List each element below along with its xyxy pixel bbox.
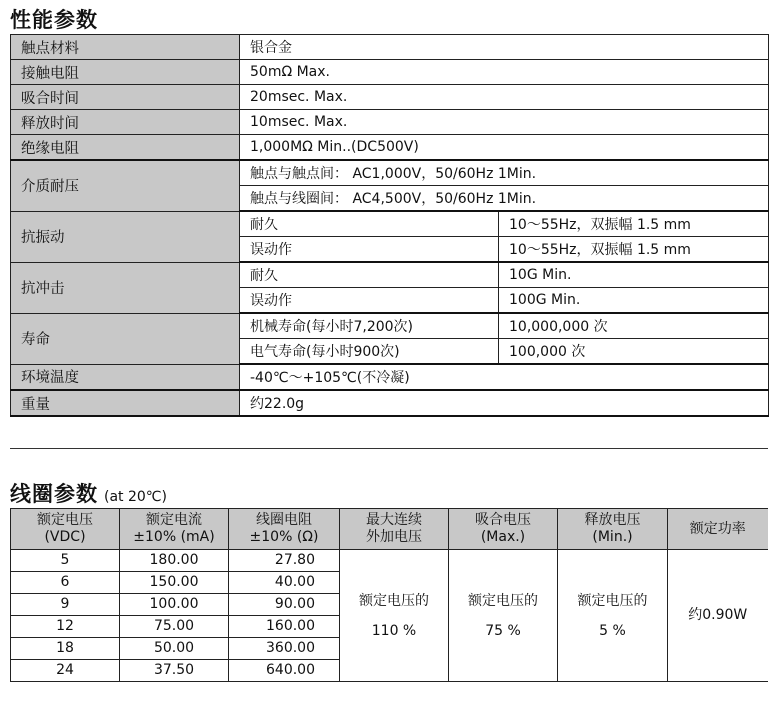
cell-resistance: 27.80: [229, 550, 340, 572]
header-coil-resistance: 线圈电阻 ±10% (Ω): [229, 509, 340, 550]
row-value-contact-material: 银合金: [240, 35, 769, 60]
cell-resistance: 640.00: [229, 660, 340, 682]
row-value-dielectric-contacts: 触点与触点间： AC1,000V，50/60Hz 1Min.: [240, 160, 769, 186]
table-row: [11, 364, 769, 390]
cell-resistance: 160.00: [229, 616, 340, 638]
cell-voltage: 24: [11, 660, 120, 682]
table-header-row: [11, 509, 768, 550]
cell-current: 150.00: [120, 572, 229, 594]
cell-current: 50.00: [120, 638, 229, 660]
vibration-malfunction-label: 误动作: [240, 237, 499, 263]
row-label-vibration: 抗振动: [11, 211, 240, 262]
row-label-operate-time: 吸合时间: [11, 85, 240, 110]
row-value-release-time: 10msec. Max.: [240, 110, 769, 135]
row-value-dielectric-contact-coil: 触点与线圈间： AC4,500V，50/60Hz 1Min.: [240, 186, 769, 212]
performance-title: 性能参数: [10, 8, 98, 32]
table-row: [11, 60, 769, 85]
coil-table: [10, 508, 768, 682]
table-row: [11, 211, 769, 237]
header-rated-power: 额定功率: [668, 509, 768, 550]
row-value-weight: 约22.0g: [240, 390, 769, 416]
shock-endurance-value: 10G Min.: [499, 262, 769, 288]
row-label-dielectric: 介质耐压: [11, 160, 240, 211]
header-max-continuous: 最大连续 外加电压: [340, 509, 449, 550]
cell-voltage: 6: [11, 572, 120, 594]
header-rated-current: 额定电流 ±10% (mA): [120, 509, 229, 550]
cell-max-continuous: 额定电压的 110 %: [340, 550, 449, 682]
cell-resistance: 40.00: [229, 572, 340, 594]
row-value-insulation: 1,000MΩ Min..(DC500V): [240, 135, 769, 161]
table-row: [11, 35, 769, 60]
cell-current: 100.00: [120, 594, 229, 616]
cell-voltage: 18: [11, 638, 120, 660]
row-value-operate-time: 20msec. Max.: [240, 85, 769, 110]
row-label-ambient-temp: 环境温度: [11, 364, 240, 390]
table-row: [11, 262, 769, 288]
cell-current: 75.00: [120, 616, 229, 638]
table-row: [11, 550, 768, 572]
cell-voltage: 12: [11, 616, 120, 638]
cell-resistance: 360.00: [229, 638, 340, 660]
coil-title: [10, 478, 167, 508]
table-row: [11, 85, 769, 110]
table-row: [11, 110, 769, 135]
vibration-malfunction-value: 10～55Hz，双振幅 1.5 mm: [499, 237, 769, 263]
header-rated-voltage: 额定电压 (VDC): [11, 509, 120, 550]
cell-voltage: 5: [11, 550, 120, 572]
life-mechanical-label: 机械寿命(每小时7,200次): [240, 313, 499, 339]
header-drop-out: 释放电压 (Min.): [558, 509, 668, 550]
section-divider: [10, 448, 768, 449]
shock-endurance-label: 耐久: [240, 262, 499, 288]
row-label-contact-material: 触点材料: [11, 35, 240, 60]
row-label-release-time: 释放时间: [11, 110, 240, 135]
shock-malfunction-label: 误动作: [240, 288, 499, 314]
coil-subtitle: (at 20℃): [104, 489, 167, 505]
cell-pick-up: 额定电压的 75 %: [449, 550, 558, 682]
shock-malfunction-value: 100G Min.: [499, 288, 769, 314]
table-row: [11, 135, 769, 161]
cell-resistance: 90.00: [229, 594, 340, 616]
table-row: [11, 390, 769, 416]
row-label-life: 寿命: [11, 313, 240, 364]
row-label-weight: 重量: [11, 390, 240, 416]
cell-rated-power: 约0.90W: [668, 550, 768, 682]
row-label-shock: 抗冲击: [11, 262, 240, 313]
cell-voltage: 9: [11, 594, 120, 616]
life-electrical-value: 100,000 次: [499, 339, 769, 365]
life-mechanical-value: 10,000,000 次: [499, 313, 769, 339]
performance-table: [10, 34, 769, 417]
row-value-contact-resistance: 50mΩ Max.: [240, 60, 769, 85]
header-pick-up: 吸合电压 (Max.): [449, 509, 558, 550]
row-label-contact-resistance: 接触电阻: [11, 60, 240, 85]
table-row: [11, 160, 769, 186]
table-row: [11, 313, 769, 339]
cell-drop-out: 额定电压的 5 %: [558, 550, 668, 682]
vibration-endurance-label: 耐久: [240, 211, 499, 237]
row-value-ambient-temp: -40℃～+105℃(不冷凝): [240, 364, 769, 390]
vibration-endurance-value: 10～55Hz，双振幅 1.5 mm: [499, 211, 769, 237]
row-label-insulation: 绝缘电阻: [11, 135, 240, 161]
life-electrical-label: 电气寿命(每小时900次): [240, 339, 499, 365]
cell-current: 37.50: [120, 660, 229, 682]
cell-current: 180.00: [120, 550, 229, 572]
coil-title-text: 线圈参数: [10, 482, 98, 506]
